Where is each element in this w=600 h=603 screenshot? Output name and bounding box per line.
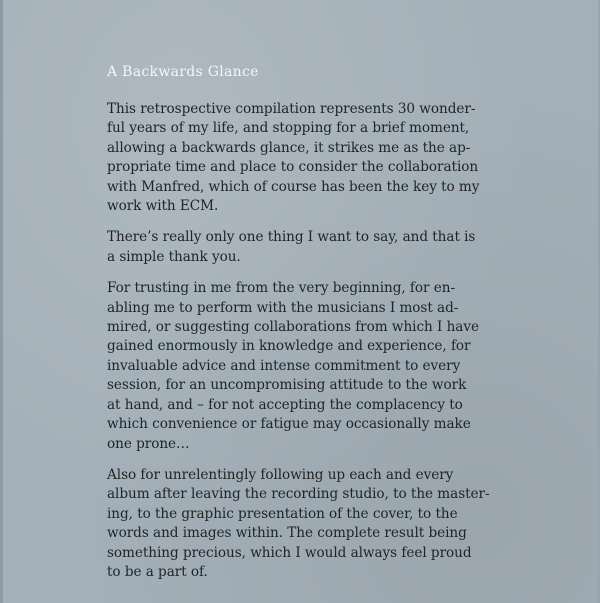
paragraph-follow-up: Also for unrelentingly following up each and every album after leaving the recording studio, to the master- ing, to the graphic presentation of the cover, to the words and images within. The complete result being something precious, which I would always feel proud to be a part of.	[107, 466, 490, 580]
paragraph-trust: For trusting in me from the very beginning, for en- abling me to perform with the musicians I most ad- mired, or suggesting collaborations from which I have gained enormously in knowledge and experience, for invaluable advice and intense commitment to every session, for an uncompromising attitude to the work at hand, and – for not accepting the complacency to which convenience or fatigue may occasionally make one prone…	[107, 280, 479, 452]
paragraph-thank-you: There’s really only one thing I want to say, and that is a simple thank you.	[107, 229, 476, 265]
page-title: A Backwards Glance	[107, 64, 259, 80]
text-column	[107, 62, 507, 594]
paragraph-intro: This retrospective compilation represents 30 wonder- ful years of my life, and stopping for a brief moment, allowing a backwards glance, it strikes me as the ap- propriate time and place to consider the collaboration with Manfred, which of course has been the key to my work with ECM.	[107, 101, 480, 215]
